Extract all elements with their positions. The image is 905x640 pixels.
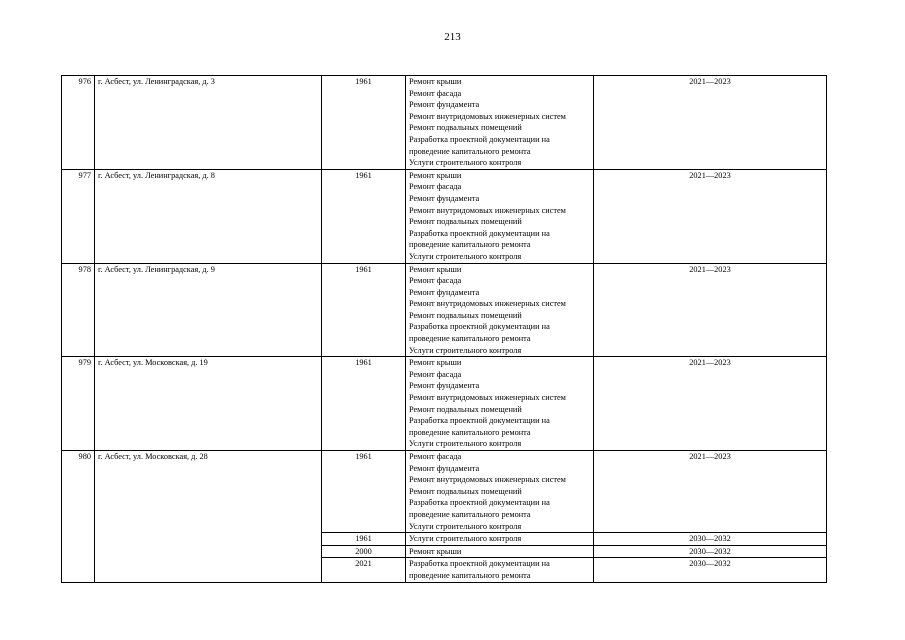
work-item: Услуги строительного контроля <box>409 158 522 168</box>
work-item: проведение капитального ремонта <box>409 427 531 437</box>
period-cell: 2030—2032 <box>594 533 827 546</box>
work-item: Ремонт фасада <box>409 276 462 286</box>
work-item: Ремонт крыши <box>409 170 462 180</box>
work-item: проведение капитального ремонта <box>409 146 531 156</box>
year-cell: 1961 <box>322 76 406 170</box>
period-cell: 2021—2023 <box>594 263 827 357</box>
work-item: Ремонт крыши <box>409 77 462 86</box>
works-cell <box>406 357 594 451</box>
period-cell: 2030—2032 <box>594 558 827 582</box>
address-cell: г. Асбест, ул. Ленинградская, д. 9 <box>95 263 322 357</box>
work-item: Услуги строительного контроля <box>409 345 522 355</box>
work-item: Разработка проектной документации на <box>409 498 550 508</box>
work-item: Ремонт фасада <box>409 369 462 379</box>
work-item: Ремонт подвальных помещений <box>409 486 522 496</box>
work-item: Ремонт подвальных помещений <box>409 310 522 320</box>
work-item: Разработка проектной документации на <box>409 416 550 426</box>
capital-repair-table <box>61 75 827 583</box>
work-item: Ремонт внутридомовых инженерных систем <box>409 393 566 403</box>
works-cell <box>406 558 594 582</box>
period-cell: 2021—2023 <box>594 169 827 263</box>
page-number: 213 <box>444 31 461 43</box>
address-cell: г. Асбест, ул. Московская, д. 19 <box>95 357 322 451</box>
address-cell: г. Асбест, ул. Ленинградская, д. 3 <box>95 76 322 170</box>
row-number: 979 <box>62 357 95 451</box>
work-item: Ремонт фасада <box>409 182 462 192</box>
period-cell: 2021—2023 <box>594 357 827 451</box>
period-cell: 2021—2023 <box>594 76 827 170</box>
table-row <box>62 357 827 451</box>
table-body <box>62 76 827 583</box>
row-number: 978 <box>62 263 95 357</box>
works-cell <box>406 169 594 263</box>
work-item: Ремонт фундамента <box>409 100 480 110</box>
work-item: Ремонт крыши <box>409 546 462 556</box>
work-item: Ремонт подвальных помещений <box>409 217 522 227</box>
work-item: Ремонт подвальных помещений <box>409 404 522 414</box>
table-row <box>62 76 827 170</box>
period-cell: 2030—2032 <box>594 545 827 558</box>
address-cell: г. Асбест, ул. Московская, д. 28 <box>95 451 322 583</box>
year-cell: 1961 <box>322 357 406 451</box>
work-item: Ремонт фасада <box>409 88 462 98</box>
work-item: Ремонт крыши <box>409 264 462 274</box>
address-cell: г. Асбест, ул. Ленинградская, д. 8 <box>95 169 322 263</box>
work-item: Ремонт фундамента <box>409 381 480 391</box>
year-cell: 1961 <box>322 263 406 357</box>
work-item: Разработка проектной документации на <box>409 559 550 569</box>
works-cell <box>406 263 594 357</box>
row-number: 977 <box>62 169 95 263</box>
works-cell <box>406 451 594 533</box>
work-item: проведение капитального ремонта <box>409 509 531 519</box>
year-cell: 1961 <box>322 451 406 533</box>
row-number: 976 <box>62 76 95 170</box>
work-item: Ремонт фасада <box>409 452 462 461</box>
work-item: Ремонт внутридомовых инженерных систем <box>409 111 566 121</box>
work-item: Разработка проектной документации на <box>409 322 550 332</box>
work-item: Ремонт внутридомовых инженерных систем <box>409 205 566 215</box>
work-item: Ремонт фундамента <box>409 463 480 473</box>
work-item: Услуги строительного контроля <box>409 534 522 544</box>
work-item: Разработка проектной документации на <box>409 228 550 238</box>
table-row <box>62 263 827 357</box>
work-item: Ремонт крыши <box>409 358 462 368</box>
work-item: проведение капитального ремонта <box>409 334 531 344</box>
work-item: Разработка проектной документации на <box>409 134 550 144</box>
year-cell: 2000 <box>322 545 406 558</box>
works-cell <box>406 76 594 170</box>
works-cell <box>406 533 594 546</box>
row-number: 980 <box>62 451 95 583</box>
table-row <box>62 169 827 263</box>
period-cell: 2021—2023 <box>594 451 827 533</box>
year-cell: 2021 <box>322 558 406 582</box>
work-item: Услуги строительного контроля <box>409 251 522 261</box>
work-item: Ремонт фундамента <box>409 193 480 203</box>
work-item: Ремонт подвальных помещений <box>409 123 522 133</box>
work-item: Ремонт внутридомовых инженерных систем <box>409 475 566 485</box>
work-item: проведение капитального ремонта <box>409 570 531 580</box>
year-cell: 1961 <box>322 533 406 546</box>
table-row <box>62 451 827 533</box>
year-cell: 1961 <box>322 169 406 263</box>
works-cell <box>406 545 594 558</box>
work-item: Ремонт фундамента <box>409 287 480 297</box>
work-item: Услуги строительного контроля <box>409 521 522 531</box>
work-item: Ремонт внутридомовых инженерных систем <box>409 299 566 309</box>
work-item: проведение капитального ремонта <box>409 240 531 250</box>
work-item: Услуги строительного контроля <box>409 439 522 449</box>
